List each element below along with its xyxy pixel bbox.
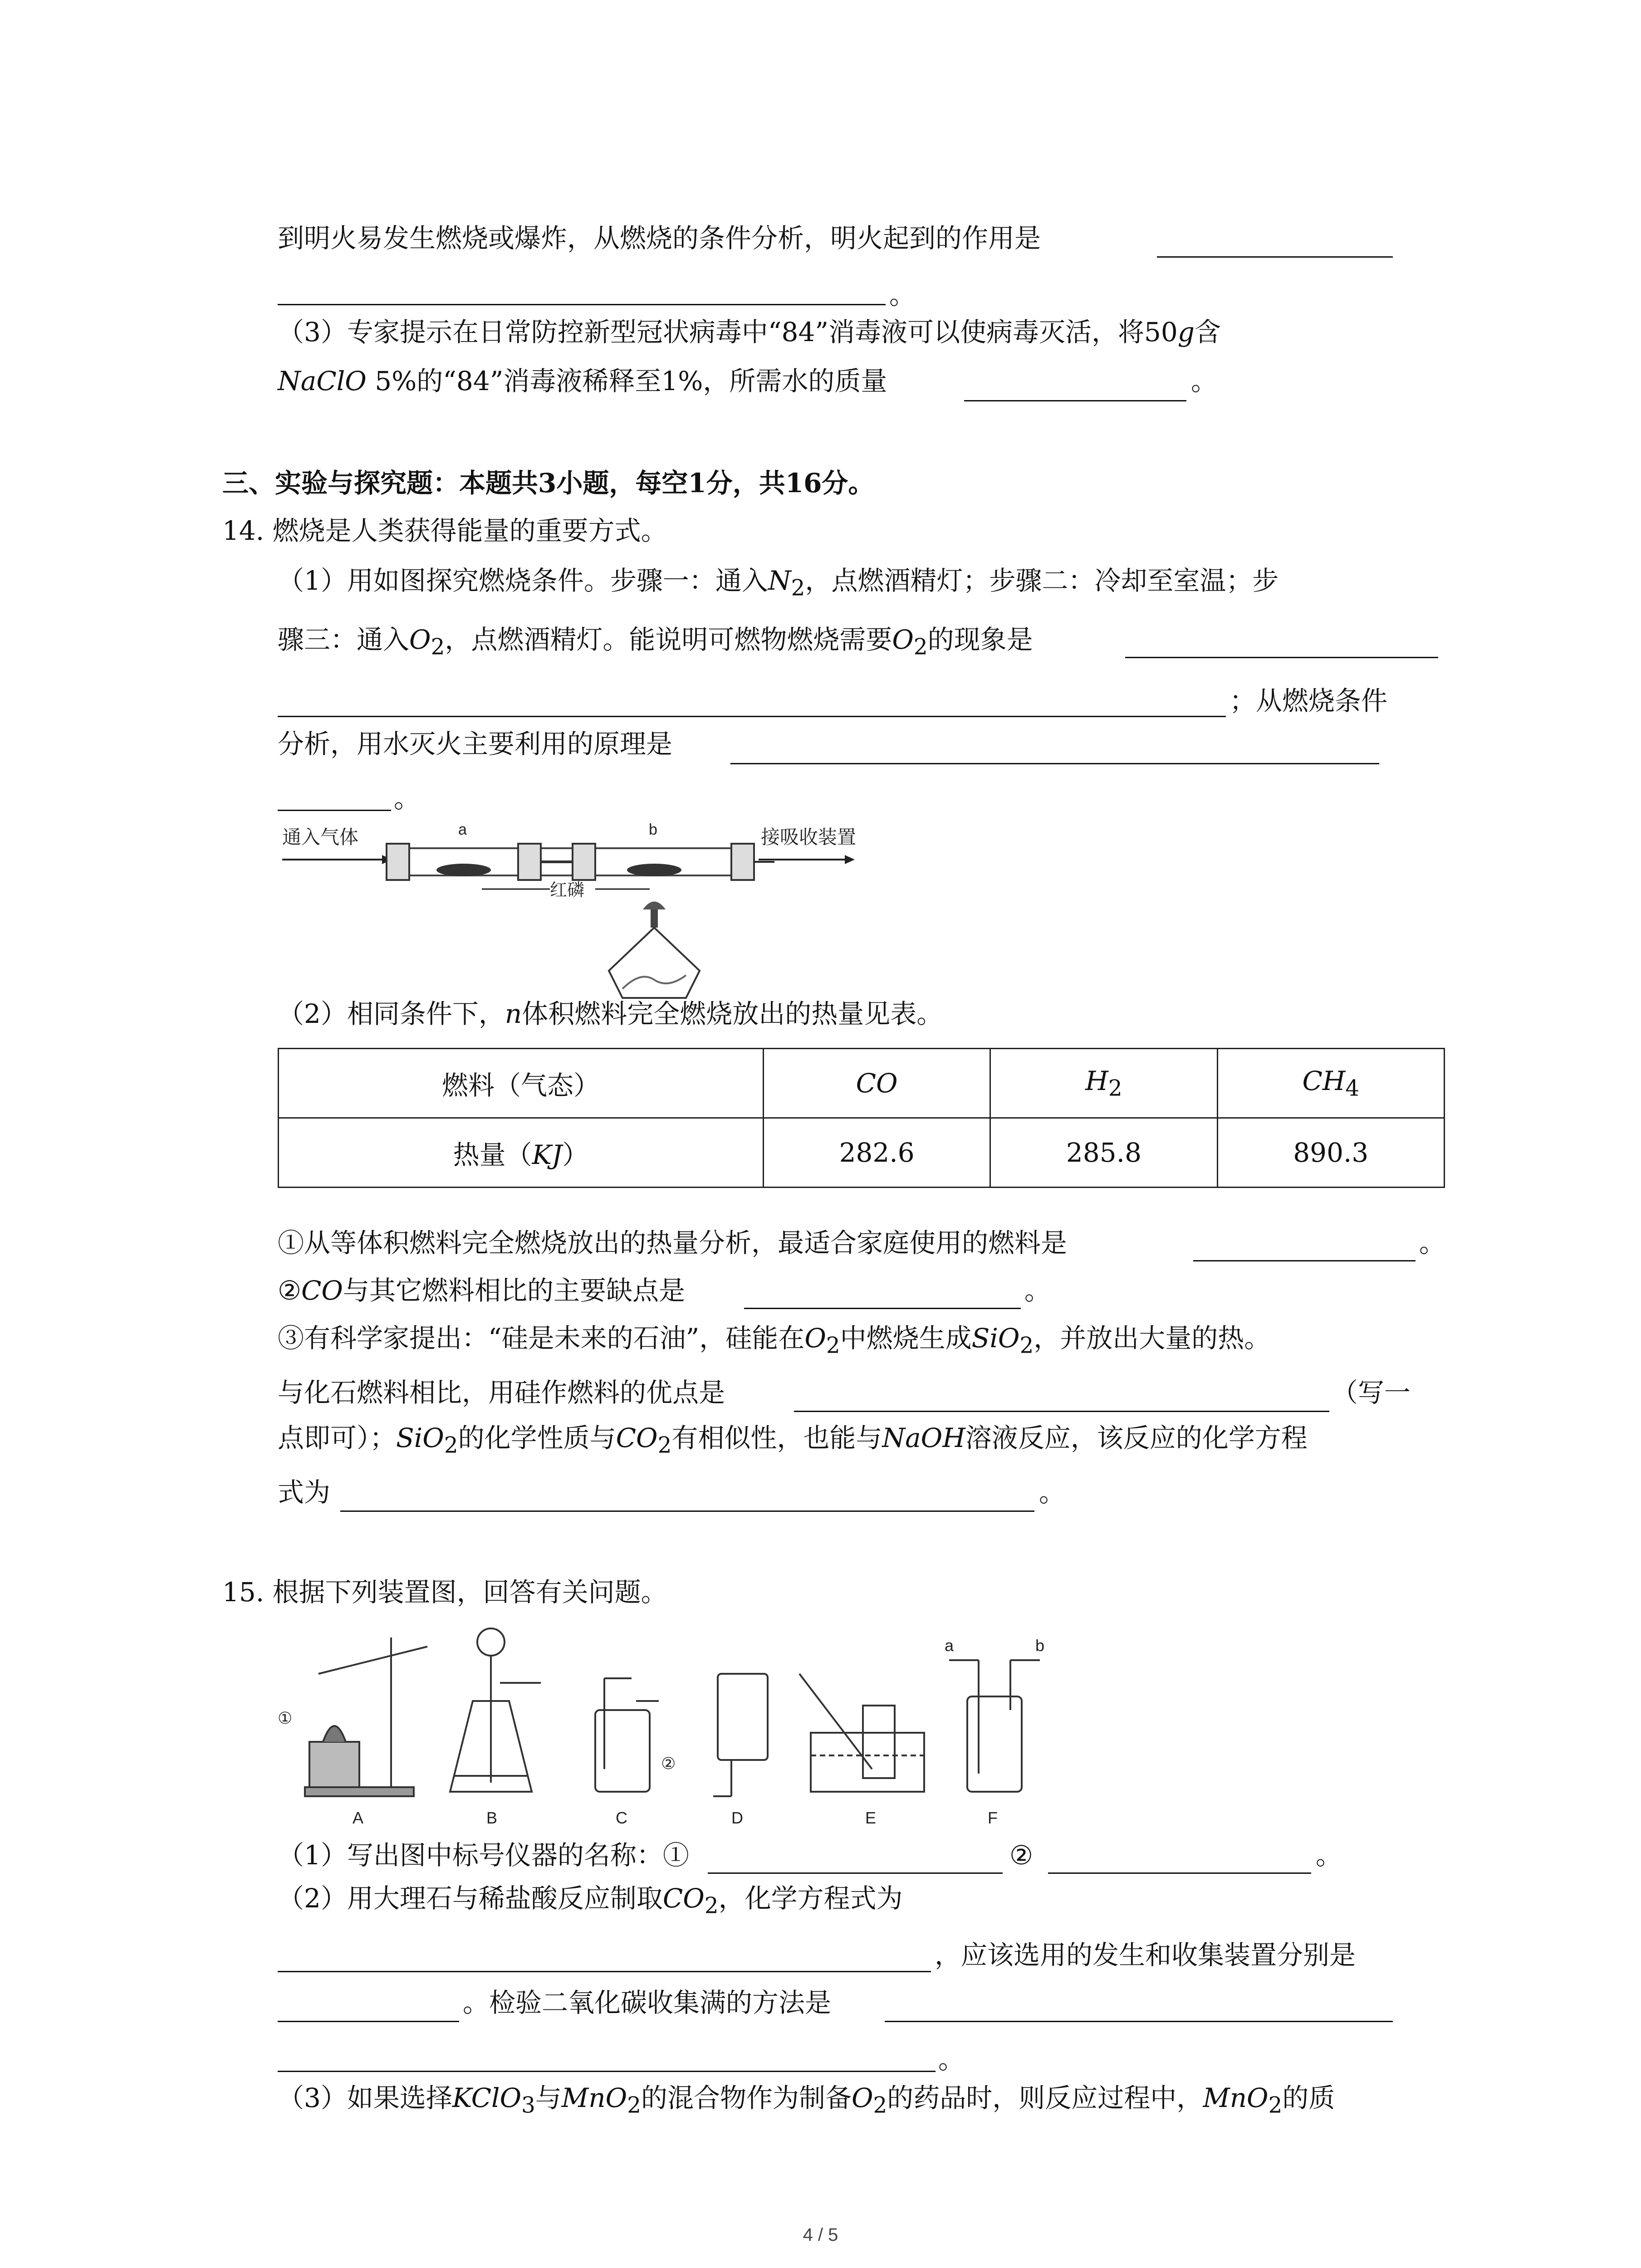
answer-blank[interactable] [278, 810, 391, 811]
sample-a [436, 864, 491, 876]
answer-blank[interactable] [708, 1872, 1003, 1874]
text-line: ②CO与其它燃料相比的主要缺点是 [278, 1275, 685, 1306]
svg-text:E: E [865, 1809, 877, 1827]
gas-inlet-label: 通入气体 [282, 826, 359, 848]
text-line: 分析，用水灭火主要利用的原理是 [278, 728, 673, 759]
table-cell: 890.3 [1217, 1118, 1444, 1188]
svg-text:C: C [616, 1809, 627, 1827]
question-stem: 15. 根据下列装置图，回答有关问题。 [222, 1577, 667, 1608]
text-line: （3）如果选择KClO$_3$与MnO$_2$的混合物作为制备$O_2$的药品时，则反应过程中，MnO$_2$的质 [278, 2082, 1335, 2118]
text-line: 到明火易发生燃烧或爆炸，从燃烧的条件分析，明火起到的作用是 [278, 223, 1041, 254]
svg-text:b: b [649, 821, 657, 838]
red-phosphorus-label: 红磷 [550, 881, 585, 900]
table-header-cell: $H_2$ [990, 1049, 1217, 1118]
text-line: （2）相同条件下，n体积燃料完全燃烧放出的热量见表。 [278, 998, 943, 1029]
text-line: （2）用大理石与稀盐酸反应制取$CO_2$，化学方程式为 [278, 1883, 903, 1919]
table-cell: 282.6 [763, 1118, 990, 1188]
apparatus-a [305, 1637, 427, 1796]
stopper-left [387, 844, 409, 880]
question-stem: 14. 燃烧是人类获得能量的重要方式。 [222, 515, 667, 546]
svg-text:A: A [353, 1809, 364, 1827]
text-line: ①从等体积燃料完全燃烧放出的热量分析，最适合家庭使用的燃料是 [278, 1227, 1068, 1258]
answer-blank[interactable] [744, 1308, 1021, 1309]
answer-blank[interactable] [1157, 256, 1393, 258]
answer-blank[interactable] [964, 400, 1186, 401]
table-header-cell: CO [763, 1049, 990, 1118]
marker-2: ② [661, 1754, 676, 1773]
answer-blank[interactable] [278, 2021, 459, 2022]
table-row [279, 1118, 1445, 1188]
text-line: 。 [1024, 1275, 1051, 1306]
section-heading: 三、实验与探究题：本题共3小题，每空1分，共16分。 [222, 468, 875, 499]
fuel-heat-table [278, 1048, 1445, 1188]
text-line: 。 [938, 2044, 965, 2075]
text-line: 。 [1419, 1227, 1446, 1258]
text-line: 。 [394, 783, 421, 814]
answer-blank[interactable] [278, 1971, 931, 1972]
answer-blank[interactable] [1048, 1872, 1311, 1874]
text-line: NaClO 5%的“84”消毒液稀释至1%，所需水的质量 [278, 366, 887, 396]
apparatus-e [799, 1674, 924, 1792]
text-line: （1）写出图中标号仪器的名称：① [278, 1840, 689, 1871]
combustion-apparatus-figure [278, 816, 904, 1007]
svg-text:F: F [988, 1809, 998, 1827]
apparatus-b [450, 1628, 541, 1792]
table-cell: 285.8 [990, 1118, 1217, 1188]
apparatus-f [949, 1660, 1040, 1792]
svg-text:D: D [731, 1809, 743, 1827]
lab-apparatus-figure [278, 1619, 1076, 1833]
table-cell: 热量（KJ） [279, 1118, 764, 1188]
answer-blank[interactable] [730, 763, 1379, 764]
text-line: （写一 [1332, 1377, 1411, 1408]
text-line: ② [1009, 1840, 1033, 1871]
text-line: 式为 [278, 1477, 331, 1508]
answer-blank[interactable] [794, 1411, 1329, 1412]
text-line: （3）专家提示在日常防控新型冠状病毒中“84”消毒液可以使病毒灭活，将50g含 [278, 317, 1221, 347]
answer-blank[interactable] [340, 1510, 1034, 1512]
table-header-cell: 燃料（气态） [279, 1049, 764, 1118]
text-line: ③有科学家提出：“硅是未来的石油”，硅能在$O_2$中燃烧生成SiO$_2$，并放出大量的热。 [278, 1323, 1271, 1359]
text-line: ，应该选用的发生和收集装置分别是 [935, 1940, 1356, 1970]
alcohol-lamp [609, 928, 700, 998]
answer-blank[interactable] [885, 2021, 1393, 2022]
outlet-label: 接吸收装置 [761, 826, 857, 848]
svg-text:B: B [486, 1809, 498, 1827]
answer-blank[interactable] [1125, 657, 1438, 658]
answer-blank[interactable] [278, 2071, 936, 2072]
answer-blank[interactable] [278, 304, 886, 305]
text-line: 。 [889, 279, 916, 310]
page-number: 4 / 5 [803, 2225, 838, 2245]
svg-text:a: a [458, 821, 467, 838]
text-line: 。检验二氧化碳收集满的方法是 [463, 1987, 832, 2018]
text-line: 。 [1191, 366, 1218, 396]
sample-b [627, 864, 681, 876]
text-line: 骤三：通入$O_2$，点燃酒精灯。能说明可燃物燃烧需要$O_2$的现象是 [278, 624, 1033, 660]
text-line: 点即可）；SiO$_2$的化学性质与$CO_2$有相似性，也能与NaOH溶液反应，该反应的化学方程 [278, 1422, 1308, 1458]
text-line: （1）用如图探究燃烧条件。步骤一：通入$N_2$，点燃酒精灯；步骤二：冷却至室温；步 [278, 565, 1279, 601]
text-line: 。 [1316, 1840, 1342, 1871]
table-header-cell: $CH_4$ [1217, 1049, 1444, 1118]
apparatus-c [595, 1678, 659, 1792]
text-line: 。 [1039, 1477, 1066, 1508]
flame [643, 902, 666, 910]
answer-blank[interactable] [278, 716, 1226, 717]
table-header-row [279, 1049, 1445, 1118]
stopper-right [731, 844, 754, 880]
text-line: 与化石燃料相比，用硅作燃料的优点是 [278, 1377, 725, 1408]
apparatus-d [713, 1674, 768, 1796]
answer-blank[interactable] [1193, 1260, 1416, 1261]
svg-text:a: a [945, 1636, 954, 1655]
marker-1: ① [278, 1709, 293, 1727]
svg-text:b: b [1035, 1636, 1045, 1655]
text-line: ；从燃烧条件 [1230, 685, 1388, 716]
